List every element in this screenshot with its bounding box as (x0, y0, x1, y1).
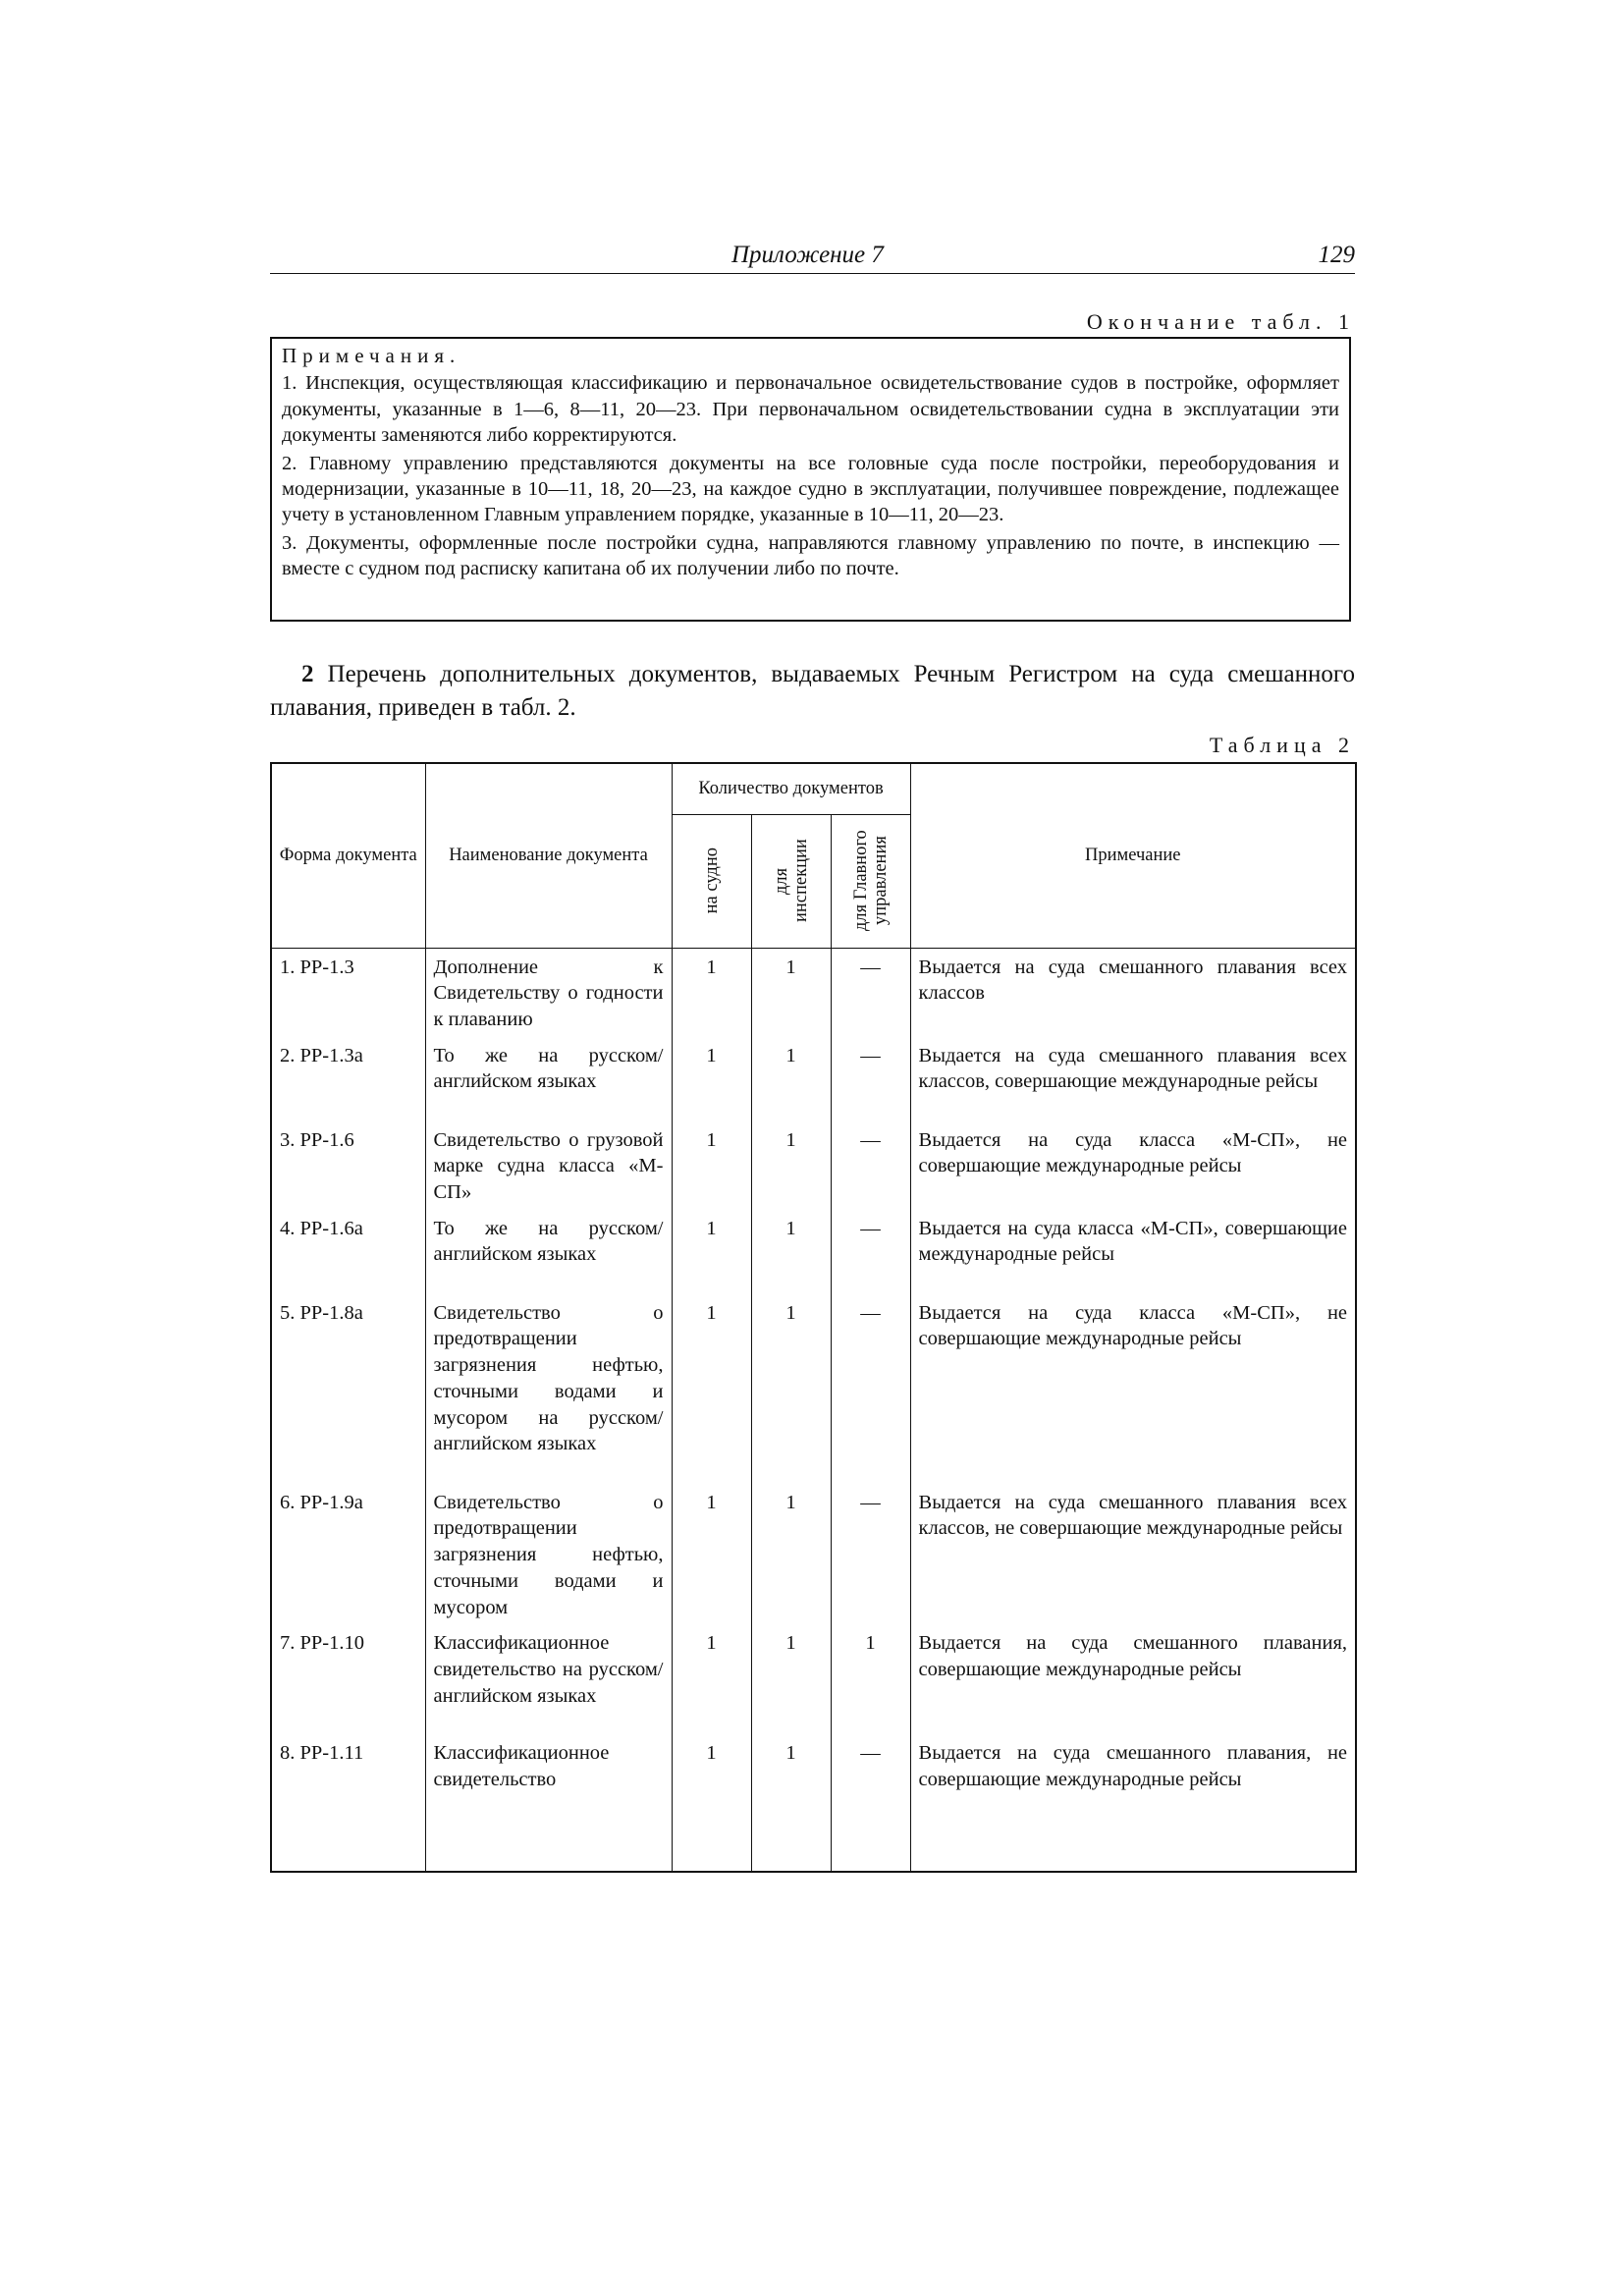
cell-qty-inspection: 1 (751, 1210, 831, 1294)
table2-caption: Таблица 2 (1209, 733, 1355, 757)
header-name: Наименование документа (425, 763, 672, 948)
table1-caption: Окончание табл. 1 (1086, 309, 1355, 334)
intro-number: 2 (301, 661, 314, 687)
cell-name: Дополнение к Свидетельству о годности к плаванию (425, 948, 672, 1037)
cell-name: Классификационное свидетельство (425, 1734, 672, 1872)
cell-name: Свидетельство о предотвращении загрязнения нефтью, сточными водами и мусором (425, 1484, 672, 1625)
cell-qty-ship: 1 (672, 1210, 751, 1294)
table-row (271, 1294, 1356, 1484)
page-header (270, 242, 1355, 274)
cell-note: Выдается на суда смешанного плавания, не совершающие международные рейсы (910, 1734, 1356, 1872)
cell-note: Выдается на суда смешанного плавания всех классов (910, 948, 1356, 1037)
cell-note: Выдается на суда класса «М-СП», не совершающие международные рейсы (910, 1121, 1356, 1210)
intro-text: Перечень дополнительных документов, выдаваемых Речным Регистром на суда смешанного плавания, приведен в табл. 2. (270, 661, 1355, 721)
cell-name: Свидетельство о предотвращении загрязнения нефтью, сточными водами и мусором на русском/английском языках (425, 1294, 672, 1484)
cell-form: 3. РР-1.6 (271, 1121, 425, 1210)
note-item-3: 3. Документы, оформленные после постройки судна, направляются главному управлению по почте, в инспекцию — вместе с судном под расписку капитана об их получении либо по почте. (282, 531, 1339, 580)
notes-box (270, 337, 1351, 622)
cell-note: Выдается на суда класса «М-СП», совершающие международные рейсы (910, 1210, 1356, 1294)
cell-note: Выдается на суда смешанного плавания всех классов, не совершающие международные рейсы (910, 1484, 1356, 1625)
cell-qty-main: — (831, 1294, 910, 1484)
note-item-2: 2. Главному управлению представляются документы на все головные суда после постройки, переоборудования и модернизации, указанные в 10—11, 18, 20—23, на каждое судно в эксплуатации, получившее повреждение, подлежащее учету в установленном Главным управлением порядке, указанные в 10—11, 20—23. (282, 452, 1339, 526)
header-qty-group: Количество документов (672, 763, 910, 814)
cell-qty-ship: 1 (672, 1624, 751, 1734)
cell-qty-ship: 1 (672, 948, 751, 1037)
table-row (271, 1121, 1356, 1210)
cell-name: То же на русском/английском языках (425, 1037, 672, 1121)
cell-qty-ship: 1 (672, 1734, 751, 1872)
documents-table (270, 762, 1357, 1873)
cell-note: Выдается на суда смешанного плавания, совершающие международные рейсы (910, 1624, 1356, 1734)
table-row (271, 948, 1356, 1037)
cell-qty-ship: 1 (672, 1484, 751, 1625)
cell-name: Свидетельство о грузовой марке судна класса «М-СП» (425, 1121, 672, 1210)
table-row (271, 1734, 1356, 1872)
header-form: Форма документа (271, 763, 425, 948)
cell-note: Выдается на суда смешанного плавания всех классов, совершающие международные рейсы (910, 1037, 1356, 1121)
cell-name: Классификационное свидетельство на русском/английском языках (425, 1624, 672, 1734)
table-row (271, 1210, 1356, 1294)
cell-qty-ship: 1 (672, 1037, 751, 1121)
cell-form: 7. РР-1.10 (271, 1624, 425, 1734)
cell-form: 1. РР-1.3 (271, 948, 425, 1037)
header-title: Приложение 7 (731, 242, 884, 268)
table-row (271, 1484, 1356, 1625)
header-qty-main-text: для Главного управления (850, 830, 891, 932)
cell-form: 4. РР-1.6а (271, 1210, 425, 1294)
cell-qty-main: — (831, 1121, 910, 1210)
cell-qty-main: — (831, 948, 910, 1037)
page-number: 129 (1318, 242, 1355, 268)
cell-qty-inspection: 1 (751, 948, 831, 1037)
cell-form: 8. РР-1.11 (271, 1734, 425, 1872)
cell-qty-main: — (831, 1734, 910, 1872)
cell-note: Выдается на суда класса «М-СП», не совершающие международные рейсы (910, 1294, 1356, 1484)
cell-qty-main: — (831, 1210, 910, 1294)
cell-qty-inspection: 1 (751, 1037, 831, 1121)
cell-qty-ship: 1 (672, 1121, 751, 1210)
cell-form: 5. РР-1.8а (271, 1294, 425, 1484)
cell-form: 2. РР-1.3а (271, 1037, 425, 1121)
cell-qty-ship: 1 (672, 1294, 751, 1484)
header-note: Примечание (910, 763, 1356, 948)
note-item-1: 1. Инспекция, осуществляющая классификацию и первоначальное освидетельствование судов в постройке, оформляет документы, указанные в 1—6, 8—11, 20—23. При первоначальном освидетельствовании судна в эксплуатации эти документы заменяются либо корректируются. (282, 372, 1339, 447)
header-qty-main (831, 814, 910, 948)
table-row (271, 1624, 1356, 1734)
header-qty-inspection-text: для инспекции (771, 839, 811, 923)
header-qty-ship-text: на судно (701, 847, 722, 914)
cell-form: 6. РР-1.9а (271, 1484, 425, 1625)
cell-qty-main: — (831, 1484, 910, 1625)
intro-paragraph (270, 658, 1355, 725)
notes-heading: Примечания. (282, 344, 461, 367)
cell-qty-inspection: 1 (751, 1484, 831, 1625)
cell-qty-inspection: 1 (751, 1624, 831, 1734)
cell-qty-main: 1 (831, 1624, 910, 1734)
cell-qty-inspection: 1 (751, 1734, 831, 1872)
header-qty-inspection (751, 814, 831, 948)
cell-qty-main: — (831, 1037, 910, 1121)
header-qty-ship (672, 814, 751, 948)
table-row (271, 1037, 1356, 1121)
cell-qty-inspection: 1 (751, 1121, 831, 1210)
cell-qty-inspection: 1 (751, 1294, 831, 1484)
cell-name: То же на русском/английском языках (425, 1210, 672, 1294)
